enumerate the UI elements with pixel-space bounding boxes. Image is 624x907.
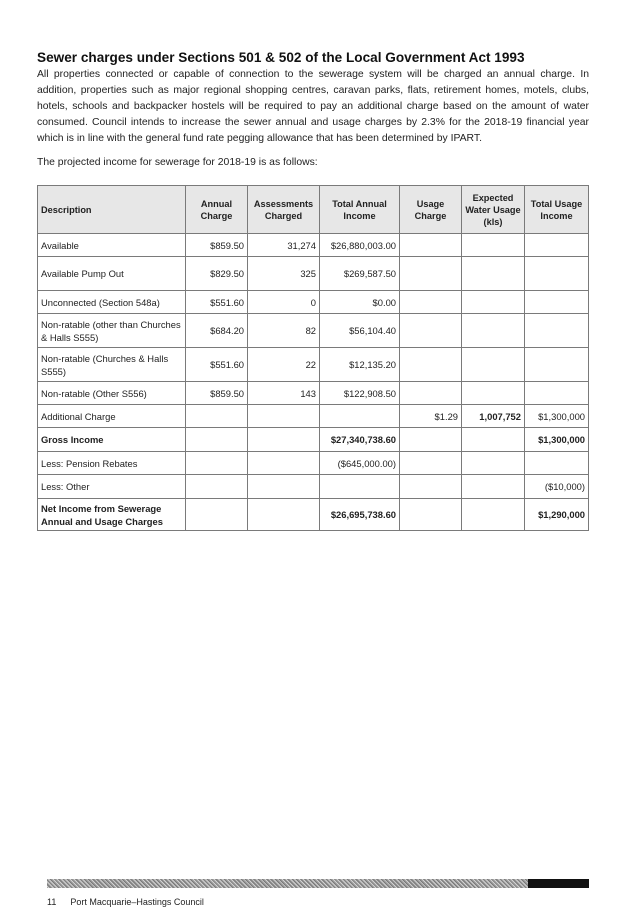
cell-annual-charge: $859.50: [186, 234, 248, 257]
cell-water-usage: [462, 382, 525, 405]
cell-water-usage: [462, 499, 525, 531]
cell-assessments: [248, 475, 320, 499]
cell-usage-charge: $1.29: [400, 405, 462, 428]
cell-total-usage-income: $1,300,000: [525, 428, 589, 452]
cell-usage-charge: [400, 499, 462, 531]
table-header-row: [38, 186, 589, 234]
cell-total-usage-income: [525, 314, 589, 348]
table-row: [38, 452, 589, 475]
cell-description: Less: Other: [38, 475, 186, 499]
footer-solid-bar: [528, 879, 589, 888]
cell-usage-charge: [400, 348, 462, 382]
section-heading: Sewer charges under Sections 501 & 502 of the Local Government Act 1993: [37, 50, 525, 65]
table-row-gross-income: [38, 428, 589, 452]
cell-water-usage: [462, 314, 525, 348]
cell-assessments: 0: [248, 291, 320, 314]
cell-water-usage: [462, 452, 525, 475]
header-expected-water-usage: Expected Water Usage (kls): [462, 186, 525, 234]
cell-annual-charge: $684.20: [186, 314, 248, 348]
cell-usage-charge: [400, 475, 462, 499]
cell-assessments: [248, 428, 320, 452]
cell-total-annual-income: [320, 475, 400, 499]
cell-usage-charge: [400, 257, 462, 291]
cell-total-usage-income: [525, 234, 589, 257]
header-annual-charge: Annual Charge: [186, 186, 248, 234]
cell-assessments: [248, 405, 320, 428]
cell-assessments: 325: [248, 257, 320, 291]
table-row: [38, 382, 589, 405]
cell-total-usage-income: ($10,000): [525, 475, 589, 499]
table-row: [38, 257, 589, 291]
cell-usage-charge: [400, 452, 462, 475]
table-row: [38, 405, 589, 428]
table-row: [38, 234, 589, 257]
cell-water-usage: [462, 257, 525, 291]
cell-total-usage-income: [525, 257, 589, 291]
cell-annual-charge: $551.60: [186, 291, 248, 314]
cell-total-usage-income: $1,290,000: [525, 499, 589, 531]
cell-usage-charge: [400, 291, 462, 314]
cell-total-annual-income: $0.00: [320, 291, 400, 314]
cell-annual-charge: [186, 428, 248, 452]
cell-annual-charge: [186, 405, 248, 428]
cell-assessments: [248, 499, 320, 531]
intro-paragraph: All properties connected or capable of connection to the sewerage system will be charged an annual charge. In addition, properties such as major regional shopping centres, caravan parks, flats, retirement homes, motels, clubs, hotels, schools and backpacker hostels will be required to pay an additional charge based on the amount of water consumed. Council intends to increase the sewer annual and usage charges by 2.3% for the 2018-19 financial year which is in line with the general fund rate pegging allowance that has been determined by IPART.: [37, 69, 589, 145]
cell-annual-charge: $551.60: [186, 348, 248, 382]
sewer-income-table: [37, 185, 589, 531]
cell-assessments: 22: [248, 348, 320, 382]
cell-total-annual-income: [320, 405, 400, 428]
cell-description: Non-ratable (Churches & Halls S555): [38, 348, 186, 382]
table-row: [38, 348, 589, 382]
cell-total-annual-income: $56,104.40: [320, 314, 400, 348]
cell-total-annual-income: $269,587.50: [320, 257, 400, 291]
cell-total-usage-income: [525, 452, 589, 475]
cell-description: Available: [38, 234, 186, 257]
cell-water-usage: [462, 291, 525, 314]
cell-assessments: [248, 452, 320, 475]
cell-water-usage: [462, 475, 525, 499]
cell-water-usage: [462, 428, 525, 452]
cell-total-annual-income: ($645,000.00): [320, 452, 400, 475]
cell-assessments: 31,274: [248, 234, 320, 257]
table-row: [38, 475, 589, 499]
cell-total-annual-income: $27,340,738.60: [320, 428, 400, 452]
cell-water-usage: [462, 405, 525, 428]
projected-income-lead: The projected income for sewerage for 2018-19 is as follows:: [37, 157, 318, 168]
table-row-net-income: [38, 499, 589, 531]
table-row: [38, 291, 589, 314]
header-total-annual-income: Total Annual Income: [320, 186, 400, 234]
cell-annual-charge: $829.50: [186, 257, 248, 291]
cell-assessments: 143: [248, 382, 320, 405]
cell-annual-charge: [186, 499, 248, 531]
cell-description: Less: Pension Rebates: [38, 452, 186, 475]
cell-description: Gross Income: [38, 428, 186, 452]
cell-total-usage-income: $1,300,000: [525, 405, 589, 428]
cell-total-usage-income: [525, 382, 589, 405]
cell-total-usage-income: [525, 291, 589, 314]
header-usage-charge: Usage Charge: [400, 186, 462, 234]
cell-usage-charge: [400, 382, 462, 405]
cell-assessments: 82: [248, 314, 320, 348]
page-number: 11: [47, 897, 57, 907]
table-row: [38, 314, 589, 348]
cell-description: Net Income from Sewerage Annual and Usage Charges: [38, 499, 186, 531]
footer-organisation: Port Macquarie–Hastings Council: [70, 897, 204, 907]
footer-pattern-bar: [47, 879, 589, 888]
cell-annual-charge: $859.50: [186, 382, 248, 405]
cell-total-annual-income: $122,908.50: [320, 382, 400, 405]
cell-total-annual-income: $26,880,003.00: [320, 234, 400, 257]
cell-description: Non-ratable (other than Churches & Halls S555): [38, 314, 186, 348]
header-description: Description: [38, 186, 186, 234]
cell-description: Non-ratable (Other S556): [38, 382, 186, 405]
cell-total-usage-income: [525, 348, 589, 382]
cell-annual-charge: [186, 475, 248, 499]
cell-water-usage: [462, 234, 525, 257]
cell-water-usage: [462, 348, 525, 382]
cell-usage-charge: [400, 234, 462, 257]
cell-description: Available Pump Out: [38, 257, 186, 291]
cell-usage-charge: [400, 314, 462, 348]
cell-total-annual-income: $12,135.20: [320, 348, 400, 382]
cell-description: Unconnected (Section 548a): [38, 291, 186, 314]
cell-total-annual-income: $26,695,738.60: [320, 499, 400, 531]
header-total-usage-income: Total Usage Income: [525, 186, 589, 234]
cell-annual-charge: [186, 452, 248, 475]
cell-description: Additional Charge: [38, 405, 186, 428]
cell-usage-charge: [400, 428, 462, 452]
water-usage-value: 1,007,752: [479, 410, 521, 422]
header-assessments-charged: Assessments Charged: [248, 186, 320, 234]
